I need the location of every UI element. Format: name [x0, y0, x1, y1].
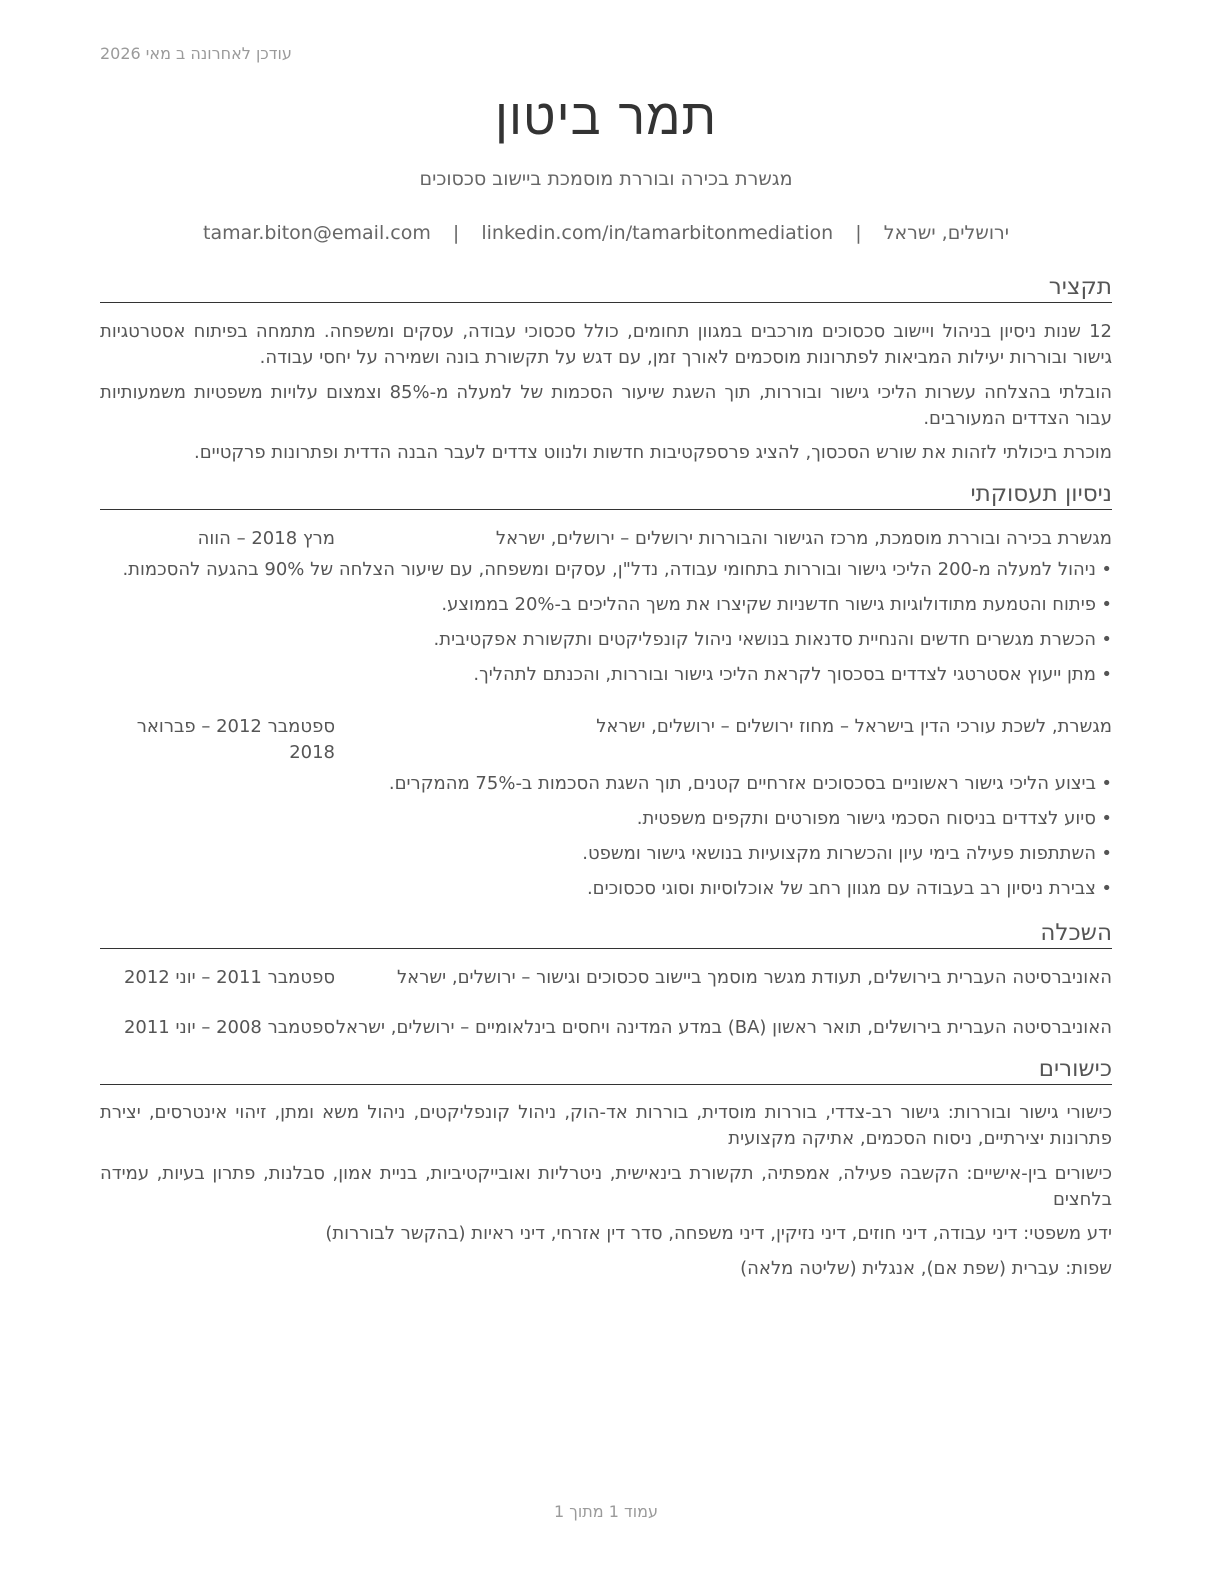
list-item: • הכשרת מגשרים חדשים והנחיית סדנאות בנושאי ניהול קונפליקטים ותקשורת אפקטיבית.: [100, 627, 1112, 662]
job-header: [100, 526, 1112, 552]
summary-paragraph: 12 שנות ניסיון בניהול ויישוב סכסוכים מורכבים במגוון תחומים, כולל סכסוכי עבודה, עסקים ומשפחה. מתמחה בפיתוח אסטרטגיות גישור ובוררות יעילות המביאות לפתרונות מוסכמים לאורך זמן, עם דגש על תקשורת בונה ושמירה על יחסי עבודה.: [100, 321, 1112, 368]
bullet-icon: •: [1101, 594, 1112, 615]
education-item: [100, 1015, 1112, 1041]
bullet-icon: •: [1101, 843, 1112, 864]
job-bullets: [100, 557, 1112, 697]
linkedin-link[interactable]: linkedin.com/in/tamarbitonmediation: [481, 222, 834, 244]
list-item: • פיתוח והטמעת מתודולוגיות גישור חדשניות שקיצרו את משך ההליכים ב-20% בממוצע.: [100, 592, 1112, 627]
last-updated: עודכן לאחרונה ב מאי 2026: [100, 44, 292, 63]
list-item: • ניהול למעלה מ-200 הליכי גישור ובוררות בתחומי עבודה, נדל"ן, עסקים ומשפחה, עם שיעור הצלחה של 90% בהגעה להסכמות.: [100, 557, 1112, 592]
separator: |: [452, 222, 460, 244]
bullet-icon: •: [1101, 808, 1112, 829]
job-dates: מרץ 2018 – הווה: [197, 528, 335, 549]
list-item: • מתן ייעוץ אסטרטגי לצדדים בסכסוך לקראת הליכי גישור ובוררות, והכנתם לתהליך.: [100, 662, 1112, 697]
location-text: ירושלים, ישראל: [883, 222, 1009, 244]
contact-line: [100, 222, 1112, 244]
skills-paragraph: ידע משפטי: דיני עבודה, דיני חוזים, דיני נזיקין, דיני משפחה, סדר דין אזרחי, דיני ראיות (בהקשר לבוררות): [325, 1223, 1112, 1244]
bullet-icon: •: [1101, 878, 1112, 899]
separator: |: [855, 222, 862, 244]
section-title-skills: כישורים: [100, 1056, 1112, 1085]
candidate-name: תמר ביטון: [494, 88, 717, 146]
list-item: • השתתפות פעילה בימי עיון והכשרות מקצועיות בנושאי גישור ומשפט.: [100, 841, 1112, 876]
skills-paragraph: כישורי גישור ובוררות: גישור רב-צדדי, בוררות מוסדית, בוררות אד-הוק, ניהול קונפליקטים, ניהול משא ומתן, זיהוי אינטרסים, יצירת פתרונות יצירתיים, ניסוח הסכמים, אתיקה מקצועית: [100, 1102, 1112, 1149]
bullet-icon: •: [1101, 559, 1112, 580]
job-bullets: [100, 771, 1112, 911]
education-title: האוניברסיטה העברית בירושלים, תואר ראשון (BA) במדע המדינה ויחסים בינלאומיים – ירושלים, ישראל: [335, 1017, 1112, 1038]
summary-paragraph: הובלתי בהצלחה עשרות הליכי גישור ובוררות, תוך השגת שיעור הסכמות של למעלה מ-85% וצמצום עלויות משפטיות משמעותיות עבור הצדדים המעורבים.: [100, 382, 1112, 429]
section-title-education: השכלה: [100, 920, 1112, 949]
bullet-icon: •: [1101, 773, 1112, 794]
bullet-icon: •: [1101, 629, 1112, 650]
candidate-title: מגשרת בכירה ובוררת מוסמכת ביישוב סכסוכים: [419, 168, 793, 190]
page-number: עמוד 1 מתוך 1: [554, 1502, 658, 1521]
section-title-experience: ניסיון תעסוקתי: [100, 481, 1112, 510]
section-title-summary: תקציר: [100, 274, 1112, 303]
email-link[interactable]: tamar.biton@email.com: [203, 222, 431, 244]
bullet-icon: •: [1101, 664, 1112, 685]
skills-paragraph: שפות: עברית (שפת אם), אנגלית (שליטה מלאה): [740, 1258, 1112, 1279]
job-header: [100, 714, 1112, 766]
education-dates: ספטמבר 2011 – יוני 2012: [123, 967, 335, 988]
list-item: • צבירת ניסיון רב בעבודה עם מגוון רחב של אוכלוסיות וסוגי סכסוכים.: [100, 876, 1112, 911]
job-title: מגשרת בכירה ובוררת מוסמכת, מרכז הגישור והבוררות ירושלים – ירושלים, ישראל: [495, 528, 1112, 549]
education-title: האוניברסיטה העברית בירושלים, תעודת מגשר מוסמך ביישוב סכסוכים וגישור – ירושלים, ישראל: [396, 967, 1112, 988]
list-item: • סיוע לצדדים בניסוח הסכמי גישור מפורטים ותקפים משפטית.: [100, 806, 1112, 841]
education-dates: ספטמבר 2008 – יוני 2011: [123, 1017, 335, 1038]
skills-paragraph: כישורים בין-אישיים: הקשבה פעילה, אמפתיה, תקשורת בינאישית, ניטרליות ואובייקטיביות, בניית אמון, סבלנות, פתרון בעיות, עמידה בלחצים: [100, 1163, 1112, 1210]
list-item: • ביצוע הליכי גישור ראשוניים בסכסוכים אזרחיים קטנים, תוך השגת הסכמות ב-75% מהמקרים.: [100, 771, 1112, 806]
summary-paragraph: מוכרת ביכולתי לזהות את שורש הסכסוך, להציג פרספקטיבות חדשות ולנווט צדדים לעבר הבנה הדדית ופתרונות פרקטיים.: [194, 442, 1112, 463]
resume-page: [100, 0, 1112, 1584]
job-dates: ספטמבר 2012 – פברואר 2018: [136, 716, 335, 763]
education-item: [100, 965, 1112, 991]
job-title: מגשרת, לשכת עורכי הדין בישראל – מחוז ירושלים – ירושלים, ישראל: [596, 716, 1112, 737]
